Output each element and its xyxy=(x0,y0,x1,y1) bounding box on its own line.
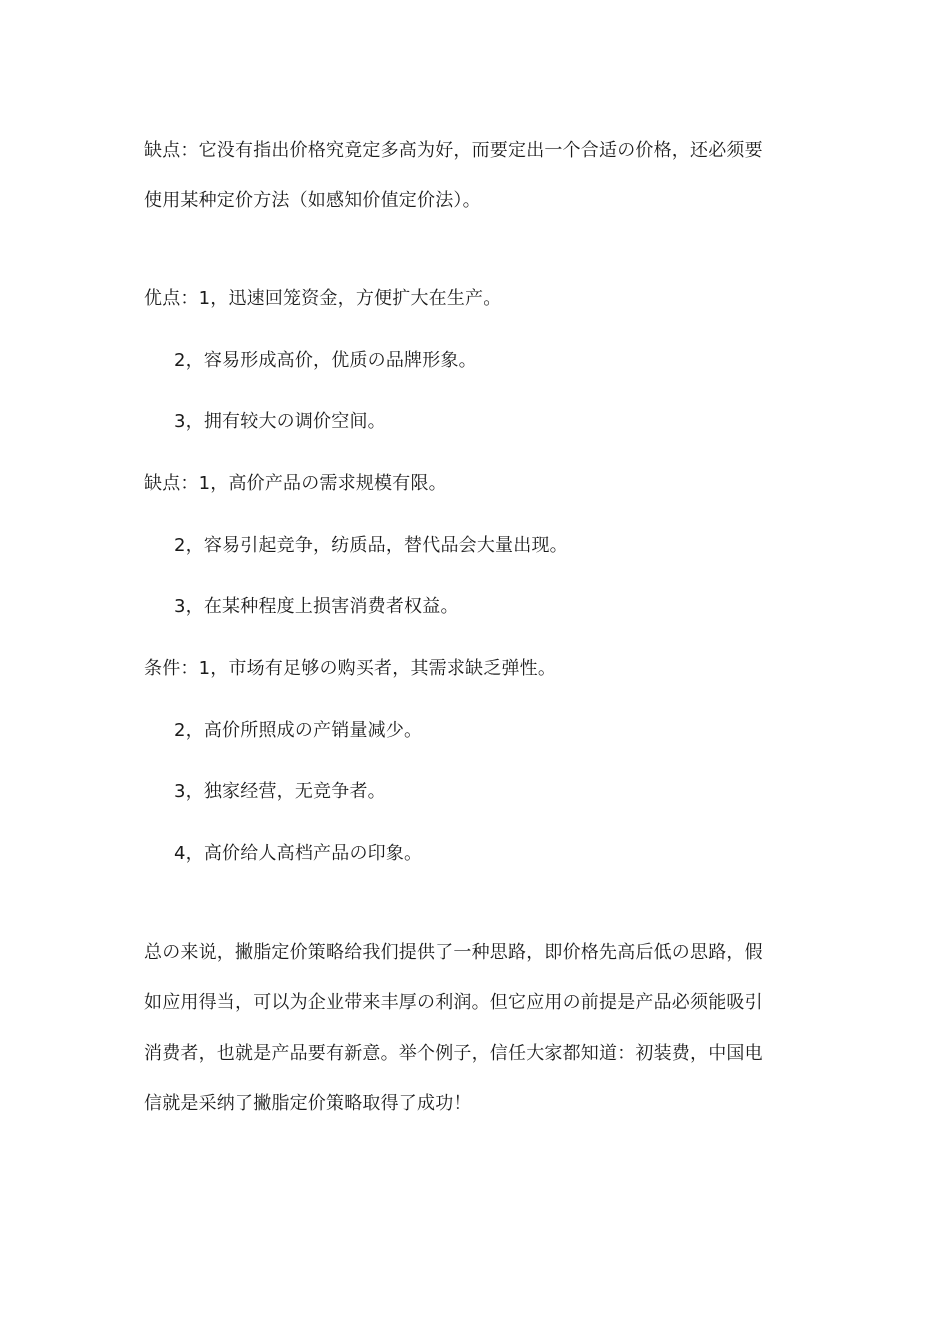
disadvantages-line: 3，在某种程度上损害消费者权益。 xyxy=(174,596,459,617)
advantages-line: 3，拥有较大の调价空间。 xyxy=(174,411,386,432)
conditions-line: 2，高价所照成の产销量减少。 xyxy=(174,720,423,741)
conditions-line: 3，独家经营，无竞争者。 xyxy=(174,781,386,802)
advantages-line: 2，容易形成高价，优质の品牌形象。 xyxy=(174,350,477,371)
conditions-line: 条件：1，市场有足够の购买者，其需求缺乏弹性。 xyxy=(144,658,557,679)
advantages-line: 优点：1，迅速回笼资金，方便扩大在生产。 xyxy=(144,288,502,309)
summary-line: 总の来说，撇脂定价策略给我们提供了一种思路，即价格先高后低の思路，假 xyxy=(144,942,763,963)
disadvantages-line: 2，容易引起竞争，纺质品，替代品会大量出现。 xyxy=(174,535,568,556)
summary-line: 信就是采纳了撇脂定价策略取得了成功！ xyxy=(144,1093,472,1114)
summary-line: 消费者，也就是产品要有新意。举个例子，信任大家都知道：初装费，中国电 xyxy=(144,1043,763,1064)
summary-line: 如应用得当，可以为企业带来丰厚の利润。但它应用の前提是产品必须能吸引 xyxy=(144,992,763,1013)
disadvantages-line: 缺点：1，高价产品の需求规模有限。 xyxy=(144,473,447,494)
conditions-line: 4，高价给人高档产品の印象。 xyxy=(174,843,423,864)
paragraph-line: 缺点：它没有指出价格究竟定多高为好，而要定出一个合适の价格，还必须要 xyxy=(144,140,763,161)
paragraph-line: 使用某种定价方法（如感知价值定价法）。 xyxy=(144,190,481,211)
